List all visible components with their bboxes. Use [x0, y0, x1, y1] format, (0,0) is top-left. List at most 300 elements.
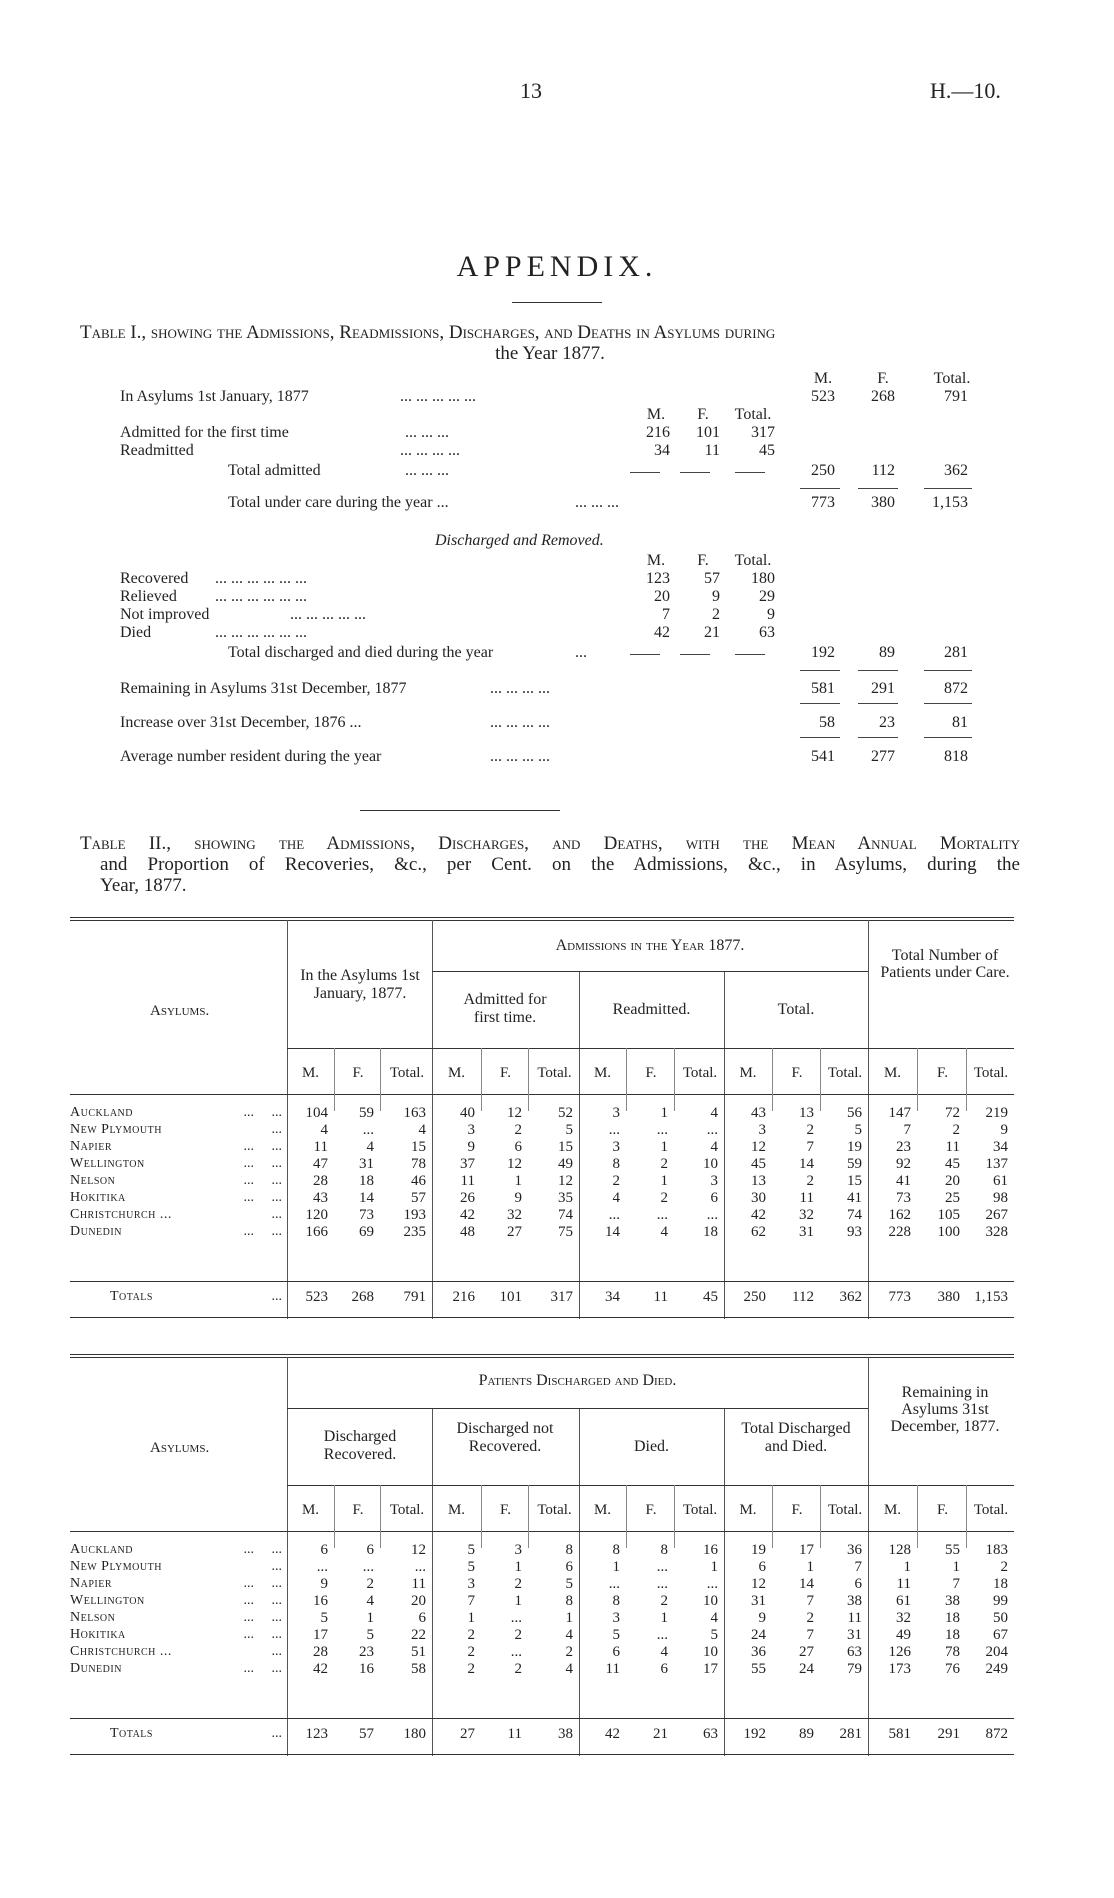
t2-cell: 32	[507, 1207, 522, 1223]
t3-cell: 2	[467, 1661, 475, 1677]
t3-cell: 14	[799, 1576, 814, 1592]
t2-cell: 74	[558, 1207, 573, 1223]
t1-total-under-care-total: 1,153	[932, 494, 968, 511]
t1-outer-m-header: M.	[813, 370, 833, 387]
t2-cell: 49	[558, 1156, 573, 1172]
table2-subhead-f: F.	[626, 1048, 675, 1111]
t2-leader-dots: ...	[271, 1289, 282, 1304]
t3-total-disch-header: Total Discharged and Died.	[741, 1420, 851, 1455]
t3-cell: 18	[945, 1627, 960, 1643]
t1-recovered-dots: ... ... ... ... ... ...	[215, 570, 307, 587]
t2-cell: 791	[403, 1289, 426, 1305]
t3-cell: 21	[653, 1726, 668, 1742]
t1-increase-dots: ... ... ... ...	[490, 714, 550, 731]
t2-cell: 147	[888, 1105, 911, 1121]
t3-cell: 11	[507, 1726, 522, 1742]
t2-asylum-name: Wellington	[70, 1156, 145, 1171]
t3-totals-line	[70, 1726, 1014, 1746]
t3-cell: 5	[467, 1559, 475, 1575]
t2-cell: 19	[847, 1139, 862, 1155]
t2-cell: 523	[305, 1289, 328, 1305]
table2-subhead-m: M.	[447, 1065, 466, 1081]
t3-cell: 7	[806, 1627, 814, 1643]
t2-cell: 105	[937, 1207, 960, 1223]
t2-total-header: Total.	[777, 1001, 815, 1018]
t2-cell: 268	[351, 1289, 374, 1305]
t2-cell: 193	[403, 1207, 426, 1223]
t1-dash	[735, 654, 765, 655]
t2-cell: 27	[507, 1224, 522, 1240]
t3-cell: 2	[467, 1644, 475, 1660]
t3-cell: 38	[558, 1726, 573, 1742]
t1-total-under-care-dots: ... ... ...	[575, 494, 619, 511]
t2-asylums-header: Asylums.	[150, 1003, 210, 1019]
t1-readmitted-m: 34	[654, 442, 670, 459]
t1-admitted-first-dots: ... ... ...	[405, 424, 449, 441]
t3-cell: 57	[359, 1726, 374, 1742]
t3-cell: ...	[656, 1627, 668, 1643]
t3-asylum-name: Auckland	[70, 1542, 133, 1557]
t3-cell: 23	[359, 1644, 374, 1660]
t1-dash	[800, 488, 840, 489]
t2-cell: 62	[751, 1224, 766, 1240]
t1-not-improved-dots: ... ... ... ... ...	[290, 606, 366, 623]
t3-cell: 7	[952, 1576, 960, 1592]
t1-recovered-total: 180	[751, 570, 775, 587]
t2-cell: 59	[847, 1156, 862, 1172]
t3-cell: 7	[806, 1593, 814, 1609]
t3-died-header: Died.	[633, 1438, 670, 1455]
t2-cell: 1	[660, 1139, 668, 1155]
t3-cell: 249	[985, 1661, 1008, 1677]
t2-cell: 219	[985, 1105, 1008, 1121]
t2-cell: 52	[558, 1105, 573, 1121]
t1-remaining-label: Remaining in Asylums 31st December, 1877	[120, 680, 407, 697]
t2-cell: 72	[945, 1105, 960, 1121]
t3-cell: 11	[605, 1661, 620, 1677]
t2-cell: 228	[888, 1224, 911, 1240]
t1-recovered-label: Recovered	[120, 570, 189, 587]
t3-leader-dots: ... ...	[243, 1661, 282, 1676]
t3-cell: 9	[758, 1610, 766, 1626]
t1-in-asylums-dots: ... ... ... ... ...	[400, 388, 476, 405]
t2-cell: 18	[703, 1224, 718, 1240]
t1-died-m: 42	[654, 624, 670, 641]
table1-caption-line2: the Year 1877.	[495, 343, 605, 364]
table2-subhead-t: Total.	[528, 1048, 580, 1111]
t1-increase-total: 81	[952, 714, 968, 731]
table3-subhead-m: M.	[593, 1502, 612, 1518]
t2-totals-label: Totals	[110, 1289, 153, 1304]
t2-cell: 11	[460, 1173, 475, 1189]
t2-cell: 40	[460, 1105, 475, 1121]
t1-outer-total-header: Total.	[933, 370, 971, 387]
t3-cell: 281	[839, 1726, 862, 1742]
t2-asylum-name: Auckland	[70, 1105, 133, 1120]
table3-subhead-t: Total.	[966, 1485, 1015, 1548]
table3-subhead-m: M.	[739, 1502, 757, 1518]
t1-dash	[630, 654, 660, 655]
table2-caption-line3: Year, 1877.	[100, 875, 187, 896]
t1-dash	[800, 670, 840, 671]
table3-subhead-m: M.	[301, 1502, 320, 1518]
t1-total-discharged-total: 281	[944, 644, 968, 661]
t1-dash	[680, 472, 710, 473]
t3-asylum-name: Napier	[70, 1576, 113, 1591]
appendix-title: APPENDIX.	[456, 250, 658, 283]
table2-subhead-m: M.	[883, 1065, 902, 1081]
t3-cell: 8	[612, 1593, 620, 1609]
t2-cell: 14	[605, 1224, 620, 1240]
t1-dash	[858, 737, 898, 738]
t3-cell: 123	[305, 1726, 328, 1742]
t3-cell: 28	[313, 1644, 328, 1660]
t1-readmitted-total: 45	[759, 442, 775, 459]
table2-subhead-t: Total.	[380, 1048, 433, 1111]
t2-cell: 78	[411, 1156, 426, 1172]
t2-cell: 4	[660, 1224, 668, 1240]
t3-asylum-name: Dunedin	[70, 1661, 122, 1676]
t2-cell: 166	[305, 1224, 328, 1240]
t3-cell: 1	[366, 1610, 374, 1626]
t3-cell: 24	[799, 1661, 814, 1677]
t3-cell: 192	[743, 1726, 766, 1742]
t2-leader-dots: ... ...	[243, 1105, 282, 1120]
t3-cell: 22	[411, 1627, 426, 1643]
t2-under-care-header: Total Number of Patients under Care.	[880, 947, 1010, 981]
t3-cell: 5	[320, 1610, 328, 1626]
t2-leader-dots: ... ...	[243, 1139, 282, 1154]
t3-cell: ...	[510, 1610, 522, 1626]
t2-cell: 13	[751, 1173, 766, 1189]
t3-cell: 19	[751, 1542, 766, 1558]
t3-mft-header-row	[287, 1502, 1014, 1522]
t1-total-discharged-f: 89	[879, 644, 895, 661]
t3-cell: 58	[411, 1661, 426, 1677]
t3-leader-dots: ... ...	[243, 1593, 282, 1608]
t3-cell: 1	[612, 1559, 620, 1575]
t2-cell: 31	[799, 1224, 814, 1240]
t2-leader-dots: ...	[271, 1207, 282, 1222]
t1-died-dots: ... ... ... ... ... ...	[215, 624, 307, 641]
t2-leader-dots: ... ...	[243, 1224, 282, 1239]
t2-cell: 6	[710, 1190, 718, 1206]
t1-average-dots: ... ... ... ...	[490, 748, 550, 765]
t3-cell: 2	[660, 1593, 668, 1609]
t1-dash	[800, 737, 840, 738]
table3-subhead-t: Total.	[820, 1485, 869, 1548]
t2-cell: 11	[799, 1190, 814, 1206]
t2-asylum-name: Hokitika	[70, 1190, 126, 1205]
t2-cell: 10	[703, 1156, 718, 1172]
t1-relieved-label: Relieved	[120, 588, 177, 605]
table2-subhead-m: M.	[739, 1065, 757, 1081]
t2-cell: 15	[411, 1139, 426, 1155]
t3-cell: 79	[847, 1661, 862, 1677]
t3-cell: 18	[945, 1610, 960, 1626]
t3-cell: 8	[565, 1542, 573, 1558]
t1-relieved-dots: ... ... ... ... ... ...	[215, 588, 307, 605]
t3-cell: 4	[565, 1661, 573, 1677]
t1-recovered-m: 123	[646, 570, 670, 587]
t2-cell: 2	[952, 1122, 960, 1138]
t2-cell: 98	[993, 1190, 1008, 1206]
t3-cell: 2	[1000, 1559, 1008, 1575]
t1-not-improved-label: Not improved	[120, 606, 210, 623]
t3-cell: 5	[366, 1627, 374, 1643]
t1-total-admitted-dots: ... ... ...	[405, 462, 449, 479]
t3-asylum-name: Nelson	[70, 1610, 116, 1625]
t1-remaining-total: 872	[944, 680, 968, 697]
t1-total-admitted-total: 362	[944, 462, 968, 479]
t1-average-total: 818	[944, 748, 968, 765]
t2-cell: 74	[847, 1207, 862, 1223]
t3-cell: 17	[799, 1542, 814, 1558]
t3-cell: 7	[467, 1593, 475, 1609]
t1-admitted-first-label: Admitted for the first time	[120, 424, 289, 441]
t1-died-label: Died	[120, 624, 152, 641]
t3-cell: 6	[366, 1542, 374, 1558]
t3-cell: 42	[313, 1661, 328, 1677]
t2-totals-line	[70, 1289, 1014, 1309]
t1-disch-f-header: F.	[697, 552, 709, 569]
table2-subhead-m: M.	[301, 1065, 320, 1081]
t1-admitted-first-f: 101	[696, 424, 720, 441]
t2-cell: 773	[888, 1289, 911, 1305]
t2-readmitted-header: Readmitted.	[612, 1001, 691, 1018]
t3-asylum-name: Wellington	[70, 1593, 145, 1608]
t2-cell: 250	[743, 1289, 766, 1305]
t3-cell: 6	[854, 1576, 862, 1592]
t2-cell: 5	[854, 1122, 862, 1138]
t3-cell: 17	[703, 1661, 718, 1677]
t1-admitted-first-total: 317	[751, 424, 775, 441]
t2-cell: 14	[359, 1190, 374, 1206]
t2-cell: 42	[460, 1207, 475, 1223]
t3-remaining-header: Remaining in Asylums 31st December, 1877.	[890, 1384, 1000, 1435]
t2-asylum-name: Christchurch ...	[70, 1207, 172, 1222]
t3-cell: 11	[896, 1576, 911, 1592]
t3-cell: 89	[799, 1726, 814, 1742]
t3-cell: 1	[710, 1559, 718, 1575]
t2-cell: 11	[653, 1289, 668, 1305]
t3-cell: 6	[418, 1610, 426, 1626]
table2-top-rule-2	[70, 920, 1014, 921]
t3-cell: 7	[854, 1559, 862, 1575]
t3-cell: 6	[320, 1542, 328, 1558]
t2-cell: ...	[608, 1122, 620, 1138]
t2-cell: 1	[660, 1105, 668, 1121]
t3-cell: 126	[888, 1644, 911, 1660]
t2-cell: 61	[993, 1173, 1008, 1189]
t2-cell: ...	[608, 1207, 620, 1223]
t3-cell: 12	[411, 1542, 426, 1558]
t1-total-under-care-f: 380	[871, 494, 895, 511]
t3-cell: 4	[366, 1593, 374, 1609]
t1-dash	[800, 703, 840, 704]
t3-cell: 5	[467, 1542, 475, 1558]
t3-cell: 1	[467, 1610, 475, 1626]
t3-cell: 17	[313, 1627, 328, 1643]
t2-cell: 4	[710, 1105, 718, 1121]
t2-cell: 3	[467, 1122, 475, 1138]
t3-cell: 2	[514, 1576, 522, 1592]
t2-cell: 2	[806, 1173, 814, 1189]
t2-cell: 12	[751, 1139, 766, 1155]
t2-cell: 31	[359, 1156, 374, 1172]
t1-remaining-m: 581	[811, 680, 835, 697]
t2-cell: 32	[799, 1207, 814, 1223]
t2-cell: ...	[706, 1122, 718, 1138]
t2-cell: 42	[751, 1207, 766, 1223]
t3-leader-dots: ... ...	[243, 1610, 282, 1625]
t3-cell: 2	[565, 1644, 573, 1660]
t3-cell: 581	[888, 1726, 911, 1742]
t2-cell: ...	[656, 1122, 668, 1138]
t2-cell: ...	[362, 1122, 374, 1138]
t2-cell: 112	[792, 1289, 814, 1305]
t1-total-under-care-label: Total under care during the year ...	[228, 494, 449, 511]
t2-cell: 120	[305, 1207, 328, 1223]
t3-cell: 18	[993, 1576, 1008, 1592]
t1-total-under-care-m: 773	[811, 494, 835, 511]
t2-cell: 75	[558, 1224, 573, 1240]
t2-cell: 4	[710, 1139, 718, 1155]
t1-dash	[924, 488, 972, 489]
t2-cell: 216	[452, 1289, 475, 1305]
t2-cell: 12	[558, 1173, 573, 1189]
t1-dash	[858, 488, 898, 489]
t1-in-asylums-label: In Asylums 1st January, 1877	[120, 388, 309, 405]
t3-cell: 67	[993, 1627, 1008, 1643]
t2-leader-dots: ... ...	[243, 1190, 282, 1205]
t2-cell: 25	[945, 1190, 960, 1206]
t3-cell: 20	[411, 1593, 426, 1609]
t2-cell: 235	[403, 1224, 426, 1240]
table2-subhead-t: Total.	[820, 1048, 869, 1111]
t3-cell: 2	[366, 1576, 374, 1592]
t1-readmitted-dots: ... ... ... ...	[400, 442, 460, 459]
t3-cell: 38	[945, 1593, 960, 1609]
t3-cell: 1	[660, 1610, 668, 1626]
t2-cell: 267	[985, 1207, 1008, 1223]
t2-cell: 2	[514, 1122, 522, 1138]
t2-row	[70, 1224, 1014, 1244]
t1-not-improved-m: 7	[662, 606, 670, 623]
t3-cell: 1	[514, 1593, 522, 1609]
t1-disch-total-header: Total.	[734, 552, 772, 569]
t3-cell: 872	[985, 1726, 1008, 1742]
section-rule	[360, 810, 560, 811]
t3-cell: 4	[660, 1644, 668, 1660]
t2-cell: 23	[896, 1139, 911, 1155]
t2-cell: 41	[847, 1190, 862, 1206]
t2-cell: ...	[706, 1207, 718, 1223]
t2-asylum-name: Dunedin	[70, 1224, 122, 1239]
t1-increase-f: 23	[879, 714, 895, 731]
t3-cell: 49	[896, 1627, 911, 1643]
t2-cell: 1,153	[974, 1289, 1008, 1305]
t1-total-admitted-label: Total admitted	[228, 462, 321, 479]
t3-asylum-name: New Plymouth	[70, 1559, 162, 1574]
t2-cell: 48	[460, 1224, 475, 1240]
t2-cell: 328	[985, 1224, 1008, 1240]
t1-dash	[630, 472, 660, 473]
t2-cell: 35	[558, 1190, 573, 1206]
t3-leader-dots: ... ...	[243, 1576, 282, 1591]
t3-cell: ...	[362, 1559, 374, 1575]
table3-subhead-m: M.	[447, 1502, 466, 1518]
t2-cell: 20	[945, 1173, 960, 1189]
t1-disch-m-header: M.	[646, 552, 666, 569]
t3-cell: 78	[945, 1644, 960, 1660]
t2-cell: 3	[612, 1105, 620, 1121]
t3-cell: 12	[751, 1576, 766, 1592]
t3-cell: 24	[751, 1627, 766, 1643]
t1-average-f: 277	[871, 748, 895, 765]
t3-cell: 8	[660, 1542, 668, 1558]
t3-cell: 99	[993, 1593, 1008, 1609]
t1-dash	[924, 737, 972, 738]
t2-cell: 73	[896, 1190, 911, 1206]
t1-dash	[924, 670, 972, 671]
t3-leader-dots: ...	[271, 1559, 282, 1574]
t2-cell: 104	[305, 1105, 328, 1121]
t1-in-asylums-m: 523	[811, 388, 835, 405]
t3-cell: 6	[565, 1559, 573, 1575]
t3-cell: 173	[888, 1661, 911, 1677]
table1-caption-line1: Table I., showing the Admissions, Readmissions, Discharges, and Deaths in Asylums during	[80, 322, 776, 343]
t2-leader-dots: ...	[271, 1122, 282, 1137]
t2-cell: 59	[359, 1105, 374, 1121]
t3-cell: ...	[608, 1576, 620, 1592]
t2-cell: 9	[1000, 1122, 1008, 1138]
t2-cell: 380	[937, 1289, 960, 1305]
t3-cell: 61	[896, 1593, 911, 1609]
t3-cell: 1	[952, 1559, 960, 1575]
t2-cell: 12	[507, 1105, 522, 1121]
t3-cell: 6	[612, 1644, 620, 1660]
t2-cell: ...	[656, 1207, 668, 1223]
table2-top-rule	[70, 917, 1014, 918]
t3-leader-dots: ...	[271, 1644, 282, 1659]
t2-cell: 2	[660, 1190, 668, 1206]
t3-cell: 31	[847, 1627, 862, 1643]
t2-cell: 93	[847, 1224, 862, 1240]
t2-mft-header-row	[287, 1065, 1014, 1085]
t3-cell: 55	[945, 1542, 960, 1558]
t1-inner-total-header: Total.	[734, 406, 772, 423]
t2-cell: 37	[460, 1156, 475, 1172]
table2-subhead-f: F.	[917, 1048, 967, 1111]
table2-subhead-t: Total.	[674, 1048, 725, 1111]
t1-died-total: 63	[759, 624, 775, 641]
t3-cell: 8	[612, 1542, 620, 1558]
t3-cell: 10	[703, 1593, 718, 1609]
t2-hline	[70, 1281, 1014, 1282]
t2-cell: 1	[660, 1173, 668, 1189]
t3-cell: 38	[847, 1593, 862, 1609]
t1-not-improved-f: 2	[712, 606, 720, 623]
table3-subhead-t: Total.	[528, 1485, 580, 1548]
t1-recovered-f: 57	[704, 570, 720, 587]
t2-leader-dots: ... ...	[243, 1173, 282, 1188]
t3-asylum-name: Hokitika	[70, 1627, 126, 1642]
table3-top-rule-2	[70, 1357, 1014, 1358]
t1-total-discharged-m: 192	[811, 644, 835, 661]
t2-cell: 5	[565, 1122, 573, 1138]
t2-cell: 56	[847, 1105, 862, 1121]
